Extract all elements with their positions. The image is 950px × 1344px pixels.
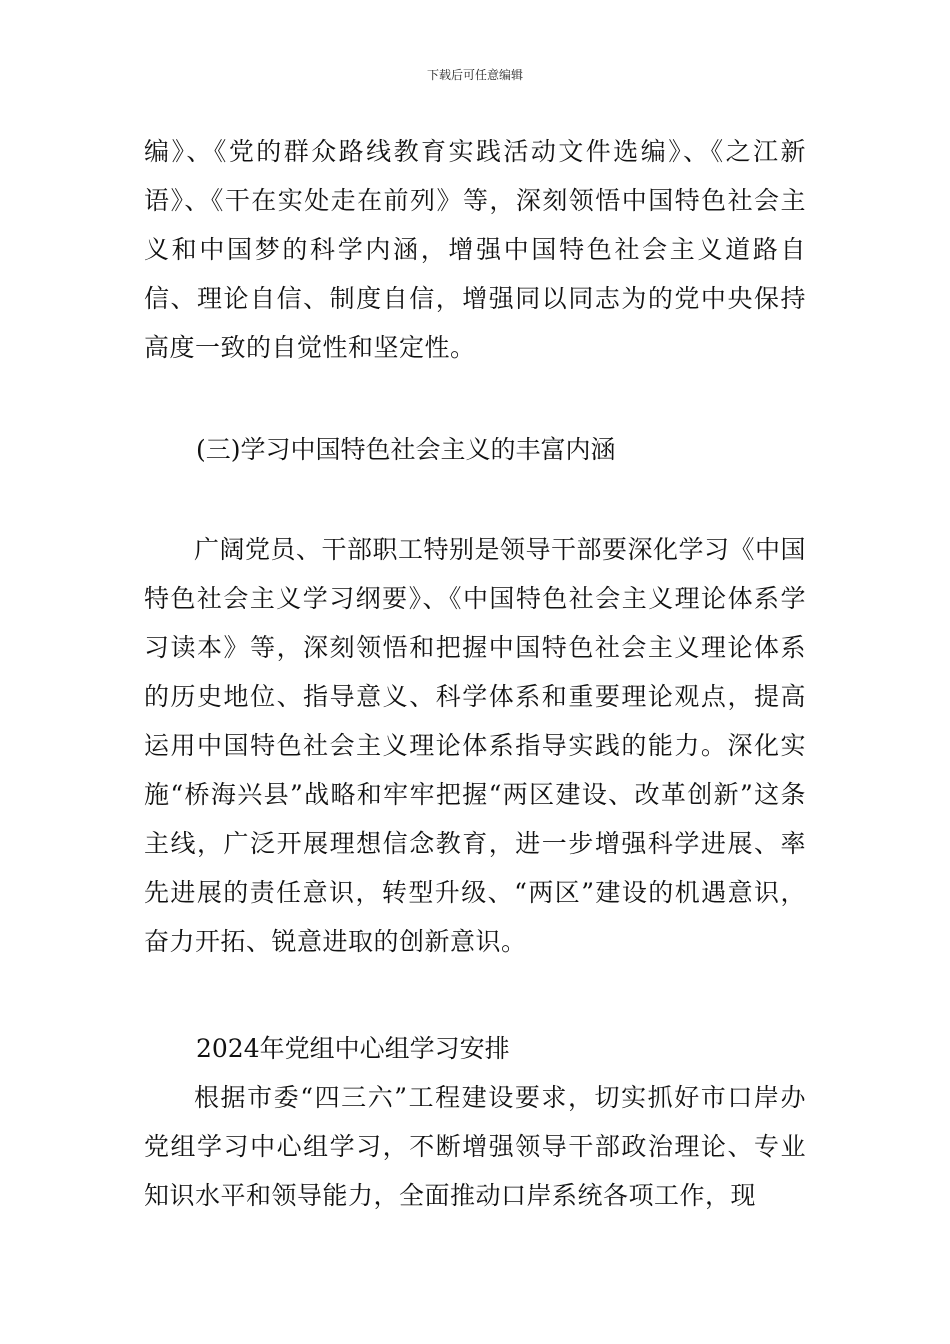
- section-heading-3: (三)学习中国特色社会主义的丰富内涵: [196, 435, 616, 464]
- paragraph-1: 编》、《党的群众路线教育实践活动文件选编》、《之江新语》、《干在实处走在前列》等，深刻领悟中国特色社会主义和中国梦的科学内涵，增强中国特色社会主义道路自信、理论自信、制度自信，增强同以同志为的党中央保持高度一致的自觉性和坚定性。: [144, 137, 806, 362]
- paragraph-3: 根据市委“四三六”工程建设要求，切实抓好市口岸办党组学习中心组学习，不断增强领导干部政治理论、专业知识水平和领导能力，全面推动口岸系统各项工作，现: [144, 1083, 806, 1210]
- paragraph-2: 广阔党员、干部职工特别是领导干部要深化学习《中国特色社会主义学习纲要》、《中国特色社会主义理论体系学习读本》等，深刻领悟和把握中国特色社会主义理论体系的历史地位、指导意义、科学体系和重要理论观点，提高运用中国特色社会主义理论体系指导实践的能力。深化实施“桥海兴县”战略和牢牢把握“两区建设、改革创新”这条主线，广泛开展理想信念教育，进一步增强科学进展、率先进展的责任意识，转型升级、“两区”建设的机遇意识，奋力开拓、锐意进取的创新意识。: [144, 535, 807, 956]
- header-note: 下载后可任意编辑: [426, 68, 523, 82]
- section-heading-2024: 2024年党组中心组学习安排: [196, 1034, 510, 1063]
